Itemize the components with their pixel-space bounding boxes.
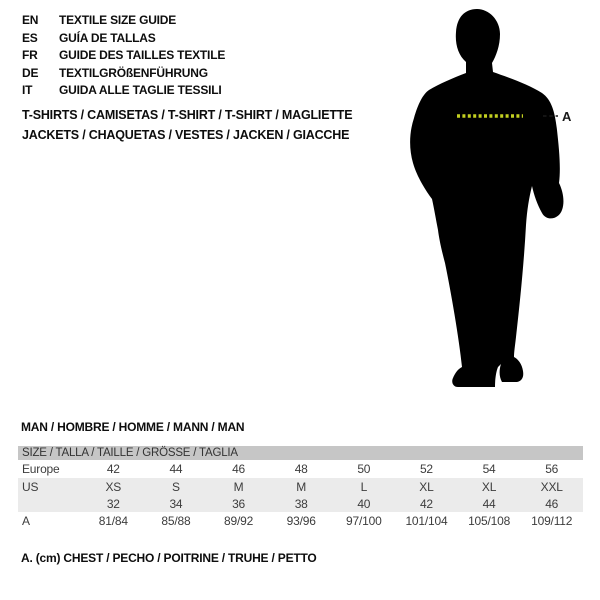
category-line-jackets: JACKETS / CHAQUETAS / VESTES / JACKEN / GIACCHE xyxy=(22,127,350,142)
language-row-it xyxy=(22,82,225,100)
size-value: M xyxy=(296,479,307,494)
language-title: TEXTILGRÖßENFÜHRUNG xyxy=(59,65,208,80)
language-code: DE xyxy=(22,65,39,80)
man-silhouette-figure xyxy=(395,0,595,400)
size-value: 54 xyxy=(482,462,496,476)
row-label: US xyxy=(22,479,39,494)
size-value: M xyxy=(233,479,244,494)
footnote-chest-measure: A. (cm) CHEST / PECHO / POITRINE / TRUHE / PETTO xyxy=(21,551,317,565)
row-label: A xyxy=(22,514,30,528)
size-value: 40 xyxy=(357,496,371,511)
size-value: 93/96 xyxy=(286,514,316,528)
table-row-us-numbers xyxy=(18,495,583,512)
language-row-es xyxy=(22,30,225,48)
size-value: 46 xyxy=(545,496,559,511)
language-title: GUIDE DES TAILLES TEXTILE xyxy=(59,48,226,63)
size-value: L xyxy=(360,479,368,494)
language-row-de xyxy=(22,65,225,83)
size-value: 44 xyxy=(482,496,496,511)
size-value: 42 xyxy=(419,496,433,511)
size-value: 38 xyxy=(294,496,308,511)
size-value: 34 xyxy=(169,496,183,511)
language-code: FR xyxy=(22,48,38,63)
size-value: 32 xyxy=(106,496,120,511)
size-value: 36 xyxy=(232,496,246,511)
size-value: 48 xyxy=(294,462,308,476)
table-row-europe xyxy=(18,460,583,478)
language-code: ES xyxy=(22,30,38,45)
language-title: TEXTILE SIZE GUIDE xyxy=(59,13,177,27)
language-legend xyxy=(22,12,225,100)
language-row-en xyxy=(22,12,225,30)
size-value: 46 xyxy=(232,462,246,476)
size-value: 101/104 xyxy=(405,514,448,528)
size-table xyxy=(18,446,583,530)
man-silhouette xyxy=(410,9,563,387)
category-line-tshirts: T-SHIRTS / CAMISETAS / T-SHIRT / T-SHIRT / MAGLIETTE xyxy=(22,108,353,122)
table-row-us-letters xyxy=(18,478,583,495)
language-code: IT xyxy=(22,83,33,98)
section-title-man: MAN / HOMBRE / HOMME / MANN / MAN xyxy=(21,420,245,434)
language-title: GUÍA DE TALLAS xyxy=(59,30,156,45)
size-value: 105/108 xyxy=(468,514,511,528)
size-table-header: SIZE / TALLA / TAILLE / GRÖSSE / TAGLIA xyxy=(18,446,583,460)
size-value: 44 xyxy=(169,462,183,476)
size-value: 85/88 xyxy=(161,514,191,528)
size-value: 50 xyxy=(357,462,371,476)
size-value: 97/100 xyxy=(346,514,382,528)
language-code: EN xyxy=(22,13,39,27)
size-value: 109/112 xyxy=(531,514,573,528)
table-row-chest-cm xyxy=(18,512,583,530)
row-label: Europe xyxy=(22,462,60,476)
size-value: 52 xyxy=(419,462,433,476)
size-value: XS xyxy=(105,479,122,494)
measure-label-a: A xyxy=(562,109,572,124)
size-value: 56 xyxy=(545,462,559,476)
size-value: XL xyxy=(481,479,497,494)
language-row-fr xyxy=(22,47,225,65)
language-title: GUIDA ALLE TAGLIE TESSILI xyxy=(59,83,222,98)
man-silhouette-svg xyxy=(395,0,595,400)
garment-categories xyxy=(22,106,352,145)
size-value: 42 xyxy=(106,462,120,476)
size-value: XXL xyxy=(540,479,563,494)
size-value: XL xyxy=(419,479,434,494)
size-value: S xyxy=(172,479,180,494)
size-value: 89/92 xyxy=(224,514,254,528)
size-value: 81/84 xyxy=(98,514,128,528)
